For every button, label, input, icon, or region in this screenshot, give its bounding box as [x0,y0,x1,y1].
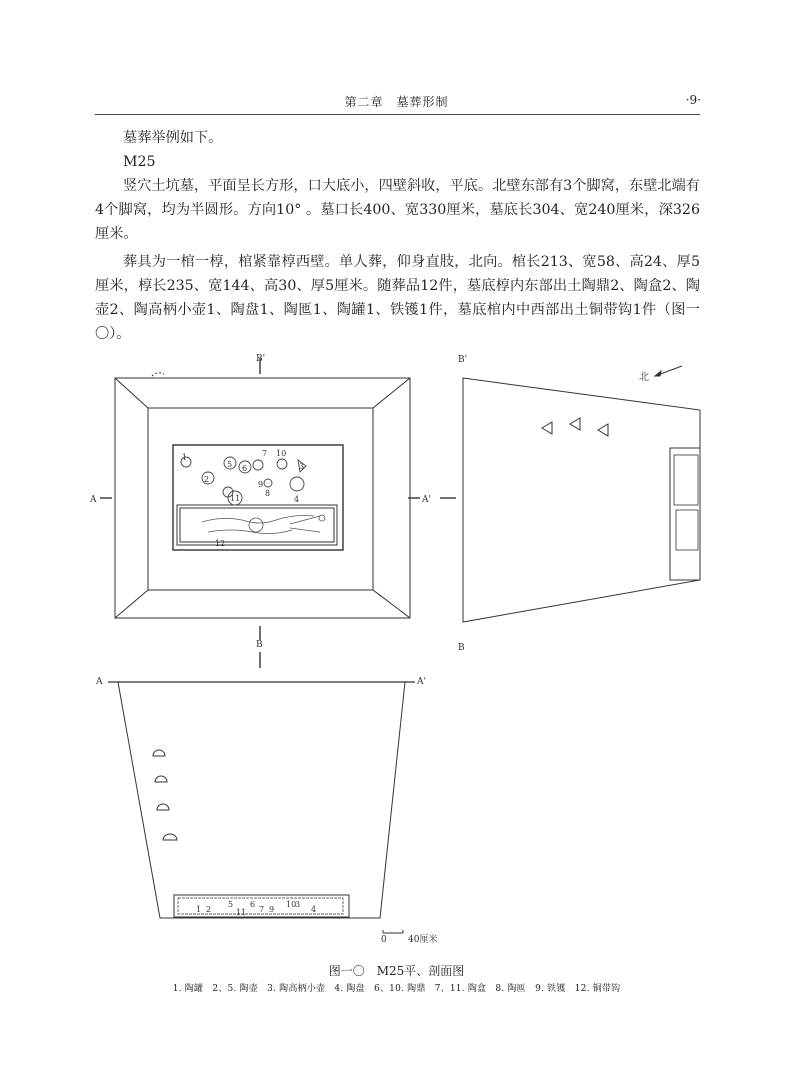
item-number-11: 11 [230,494,241,503]
label-a-plan: A [90,495,97,505]
section-a-item-3: 3 [295,900,301,909]
label-a-prime-section: A' [417,677,426,687]
section-a-item-11: 11 [236,908,247,917]
item-number-7: 7 [262,449,268,458]
scale-bar [383,930,403,933]
section-a-item-numbers [196,900,316,917]
scale-length-label: 40厘米 [408,935,438,945]
section-a-item-2: 2 [206,905,212,914]
label-b-prime-section: B' [458,355,468,365]
figure-caption: 图一〇 M25平、剖面图 [328,964,465,978]
label-a-section: A [96,677,103,687]
label-b-section: B [458,643,465,653]
item-number-4: 4 [294,495,300,504]
running-header-title: 第二章 墓葬形制 [344,95,449,109]
section-a-item-1: 1 [196,905,202,914]
tomb-mouth-outline [115,378,410,618]
label-a-prime-plan: A' [422,495,431,505]
section-a-view [108,682,415,918]
section-b-view [463,366,700,622]
intro-paragraph: 墓葬举例如下。 [123,130,223,146]
outer-coffin-chamber [173,445,343,550]
item-number-3: 3 [299,462,305,471]
item-number-12: 12 [215,539,226,548]
tomb-heading: M25 [123,154,156,170]
structure-paragraph: 竖穴土坑墓，平面呈长方形，口大底小，四壁斜收，平底。北壁东部有3个脚窝，东壁北端有4个脚窝，均为半圆形。方向10° 。墓口长400、宽330厘米，墓底长304、宽240厘米，深326厘米。 [95,178,700,242]
coffin-section-b [670,448,700,580]
tomb-plan-section-figure [90,350,710,950]
label-b-plan: B [256,640,263,650]
section-a-outline [118,682,405,918]
label-b-prime-top: B' [256,354,266,364]
header-rule [95,114,700,115]
plan-view [100,358,456,668]
section-b-outline [463,378,700,622]
item-number-5: 5 [227,460,233,469]
plan-item-numbers [182,449,304,548]
section-a-item-7: 7 [259,905,265,914]
section-a-item-4: 4 [311,905,317,914]
item-number-10: 10 [276,449,287,458]
section-a-item-6: 6 [250,900,256,909]
north-arrow-label: 北 [639,372,649,383]
item-number-6: 6 [242,464,248,473]
item-number-2: 2 [204,475,210,484]
item-number-1: 1 [182,453,188,462]
page-number: ·9· [685,93,701,107]
item-number-8: 8 [265,489,271,498]
inner-coffin [177,505,337,545]
burial-paragraph: 葬具为一棺一椁，棺紧靠椁西壁。单人葬，仰身直肢，北向。棺长213、宽58、高24、厚5厘米，椁长235、宽144、高30、厚5厘米。随葬品12件，墓底椁内东部出土陶鼎2、陶盒2、陶壶2、陶高柄小壶1、陶盘1、陶匜1、陶罐1、铁镬1件，墓底棺内中西部出土铜带钩1件（图一〇）。 [95,254,700,342]
section-a-item-10: 10 [286,900,297,909]
skeleton-sketch [202,515,325,534]
section-a-item-5: 5 [228,900,234,909]
scale-zero-label: 0 [381,935,387,945]
section-a-item-9: 9 [269,905,275,914]
tomb-bottom-outline [148,408,373,590]
item-number-9: 9 [258,480,264,489]
figure-legend: 1. 陶罐 2、5. 陶壶 3. 陶高柄小壶 4. 陶盘 6、10. 陶鼎 7、11. 陶盒 8. 陶匜 9. 铁镬 12. 铜带钩 [172,984,621,994]
